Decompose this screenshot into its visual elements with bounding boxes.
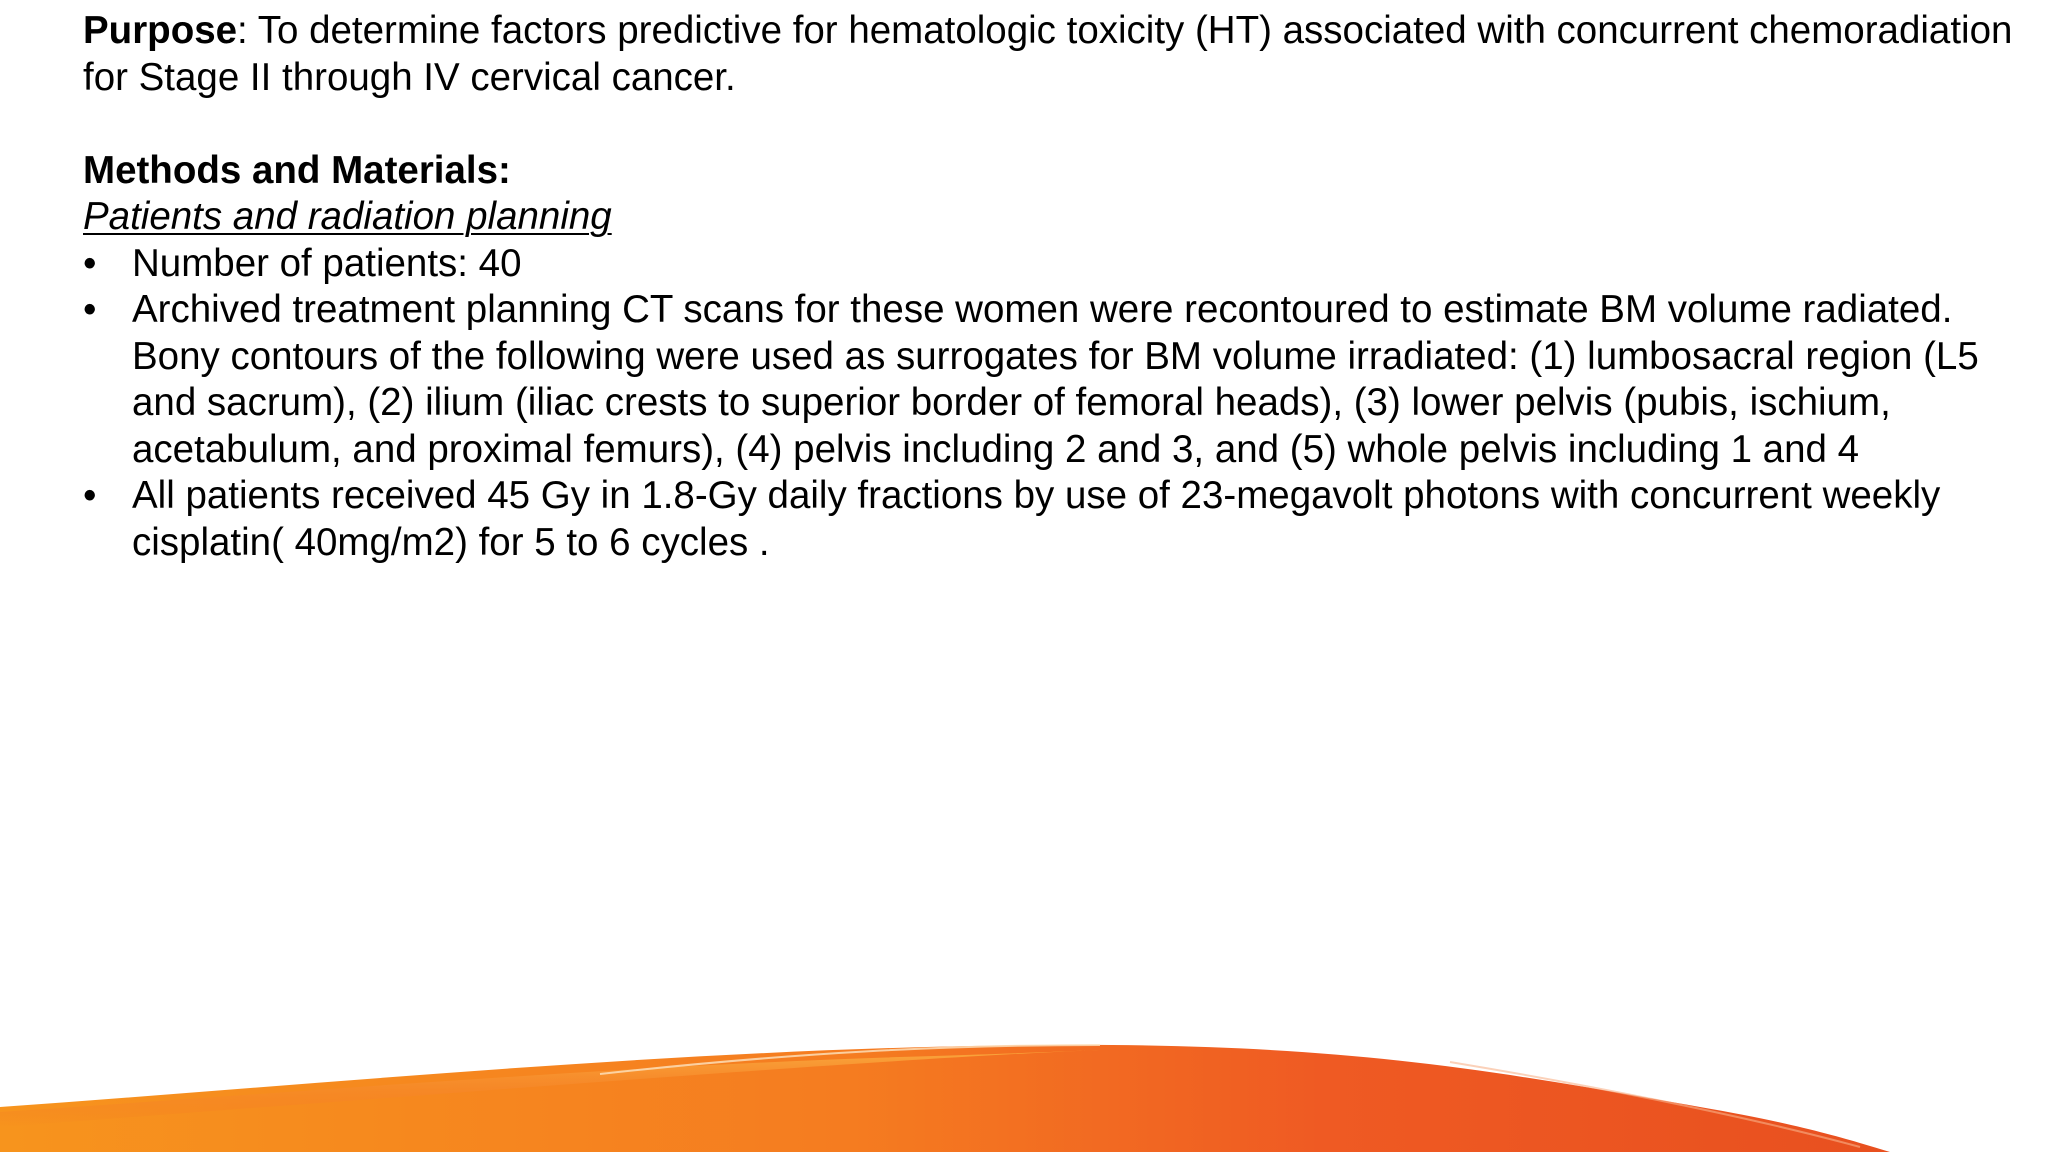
orange-wave-decoration bbox=[0, 1012, 2048, 1152]
paragraph-spacer bbox=[83, 101, 2013, 148]
bullet-icon: • bbox=[83, 474, 97, 517]
methods-subheading: Patients and radiation planning bbox=[83, 195, 612, 238]
bullet-icon: • bbox=[83, 241, 97, 285]
list-item bbox=[83, 287, 2013, 473]
slide-content bbox=[83, 8, 2013, 566]
bullet-text: Archived treatment planning CT scans for these women were recontoured to estimate BM volume radiated. Bony contours of the following were used as surrogates for BM volume irradiated: (1) lumbosacral region (L5 and sacrum), (2) ilium (iliac crests to superior border of femoral heads), (3) lower pelvis (pubis, ischium, acetabulum, and proximal femurs), (4) pelvis including 2 and 3, and (5) whole pelvis including 1 and 4 bbox=[132, 288, 1979, 471]
methods-heading: Methods and Materials: bbox=[83, 148, 511, 192]
bullet-text: All patients received 45 Gy in 1.8-Gy daily fractions by use of 23-megavolt photons with concurrent weekly cisplatin( 40mg/m2) for 5 to 6 cycles . bbox=[132, 474, 1941, 564]
bullet-text: Number of patients: 40 bbox=[132, 241, 522, 285]
list-item bbox=[83, 473, 2013, 566]
methods-bullet-list bbox=[83, 241, 2013, 567]
purpose-text: : To determine factors predictive for hematologic toxicity (HT) associated with concurrent chemoradiation for Stage II through IV cervical cancer. bbox=[83, 9, 2013, 99]
purpose-paragraph bbox=[83, 8, 2013, 101]
purpose-label: Purpose bbox=[83, 9, 238, 52]
list-item bbox=[83, 241, 2013, 288]
bullet-icon: • bbox=[83, 288, 97, 331]
